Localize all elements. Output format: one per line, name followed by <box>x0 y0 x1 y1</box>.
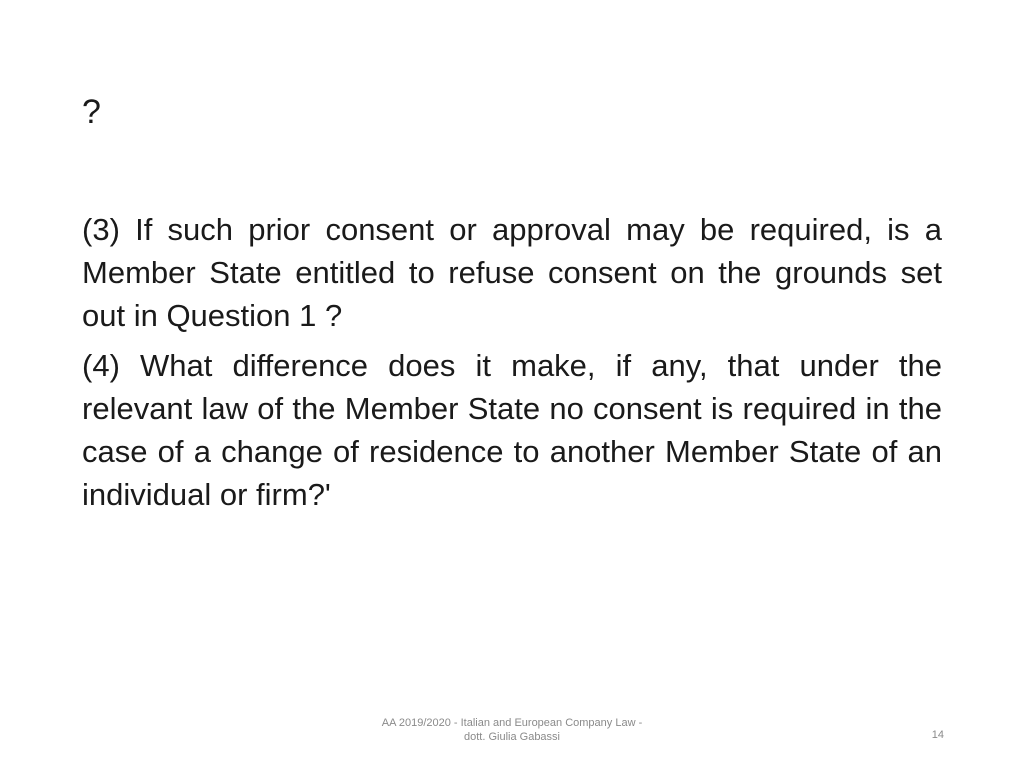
paragraph-question-4: (4) What difference does it make, if any, that under the relevant law of the Member State no consent is required in the case of a change of residence to another Member State of an individual or firm?' <box>82 348 942 512</box>
footer-line-2: dott. Giulia Gabassi <box>464 731 560 743</box>
footer-line-1: AA 2019/2020 - Italian and European Company Law - <box>381 717 643 729</box>
slide-title: ? <box>82 93 101 131</box>
footer-text <box>360 716 664 744</box>
paragraph-question-3: (3) If such prior consent or approval may be required, is a Member State entitled to refuse consent on the grounds set out in Question 1 ? <box>82 212 942 333</box>
slide-body <box>82 208 942 523</box>
page-number: 14 <box>931 729 944 741</box>
